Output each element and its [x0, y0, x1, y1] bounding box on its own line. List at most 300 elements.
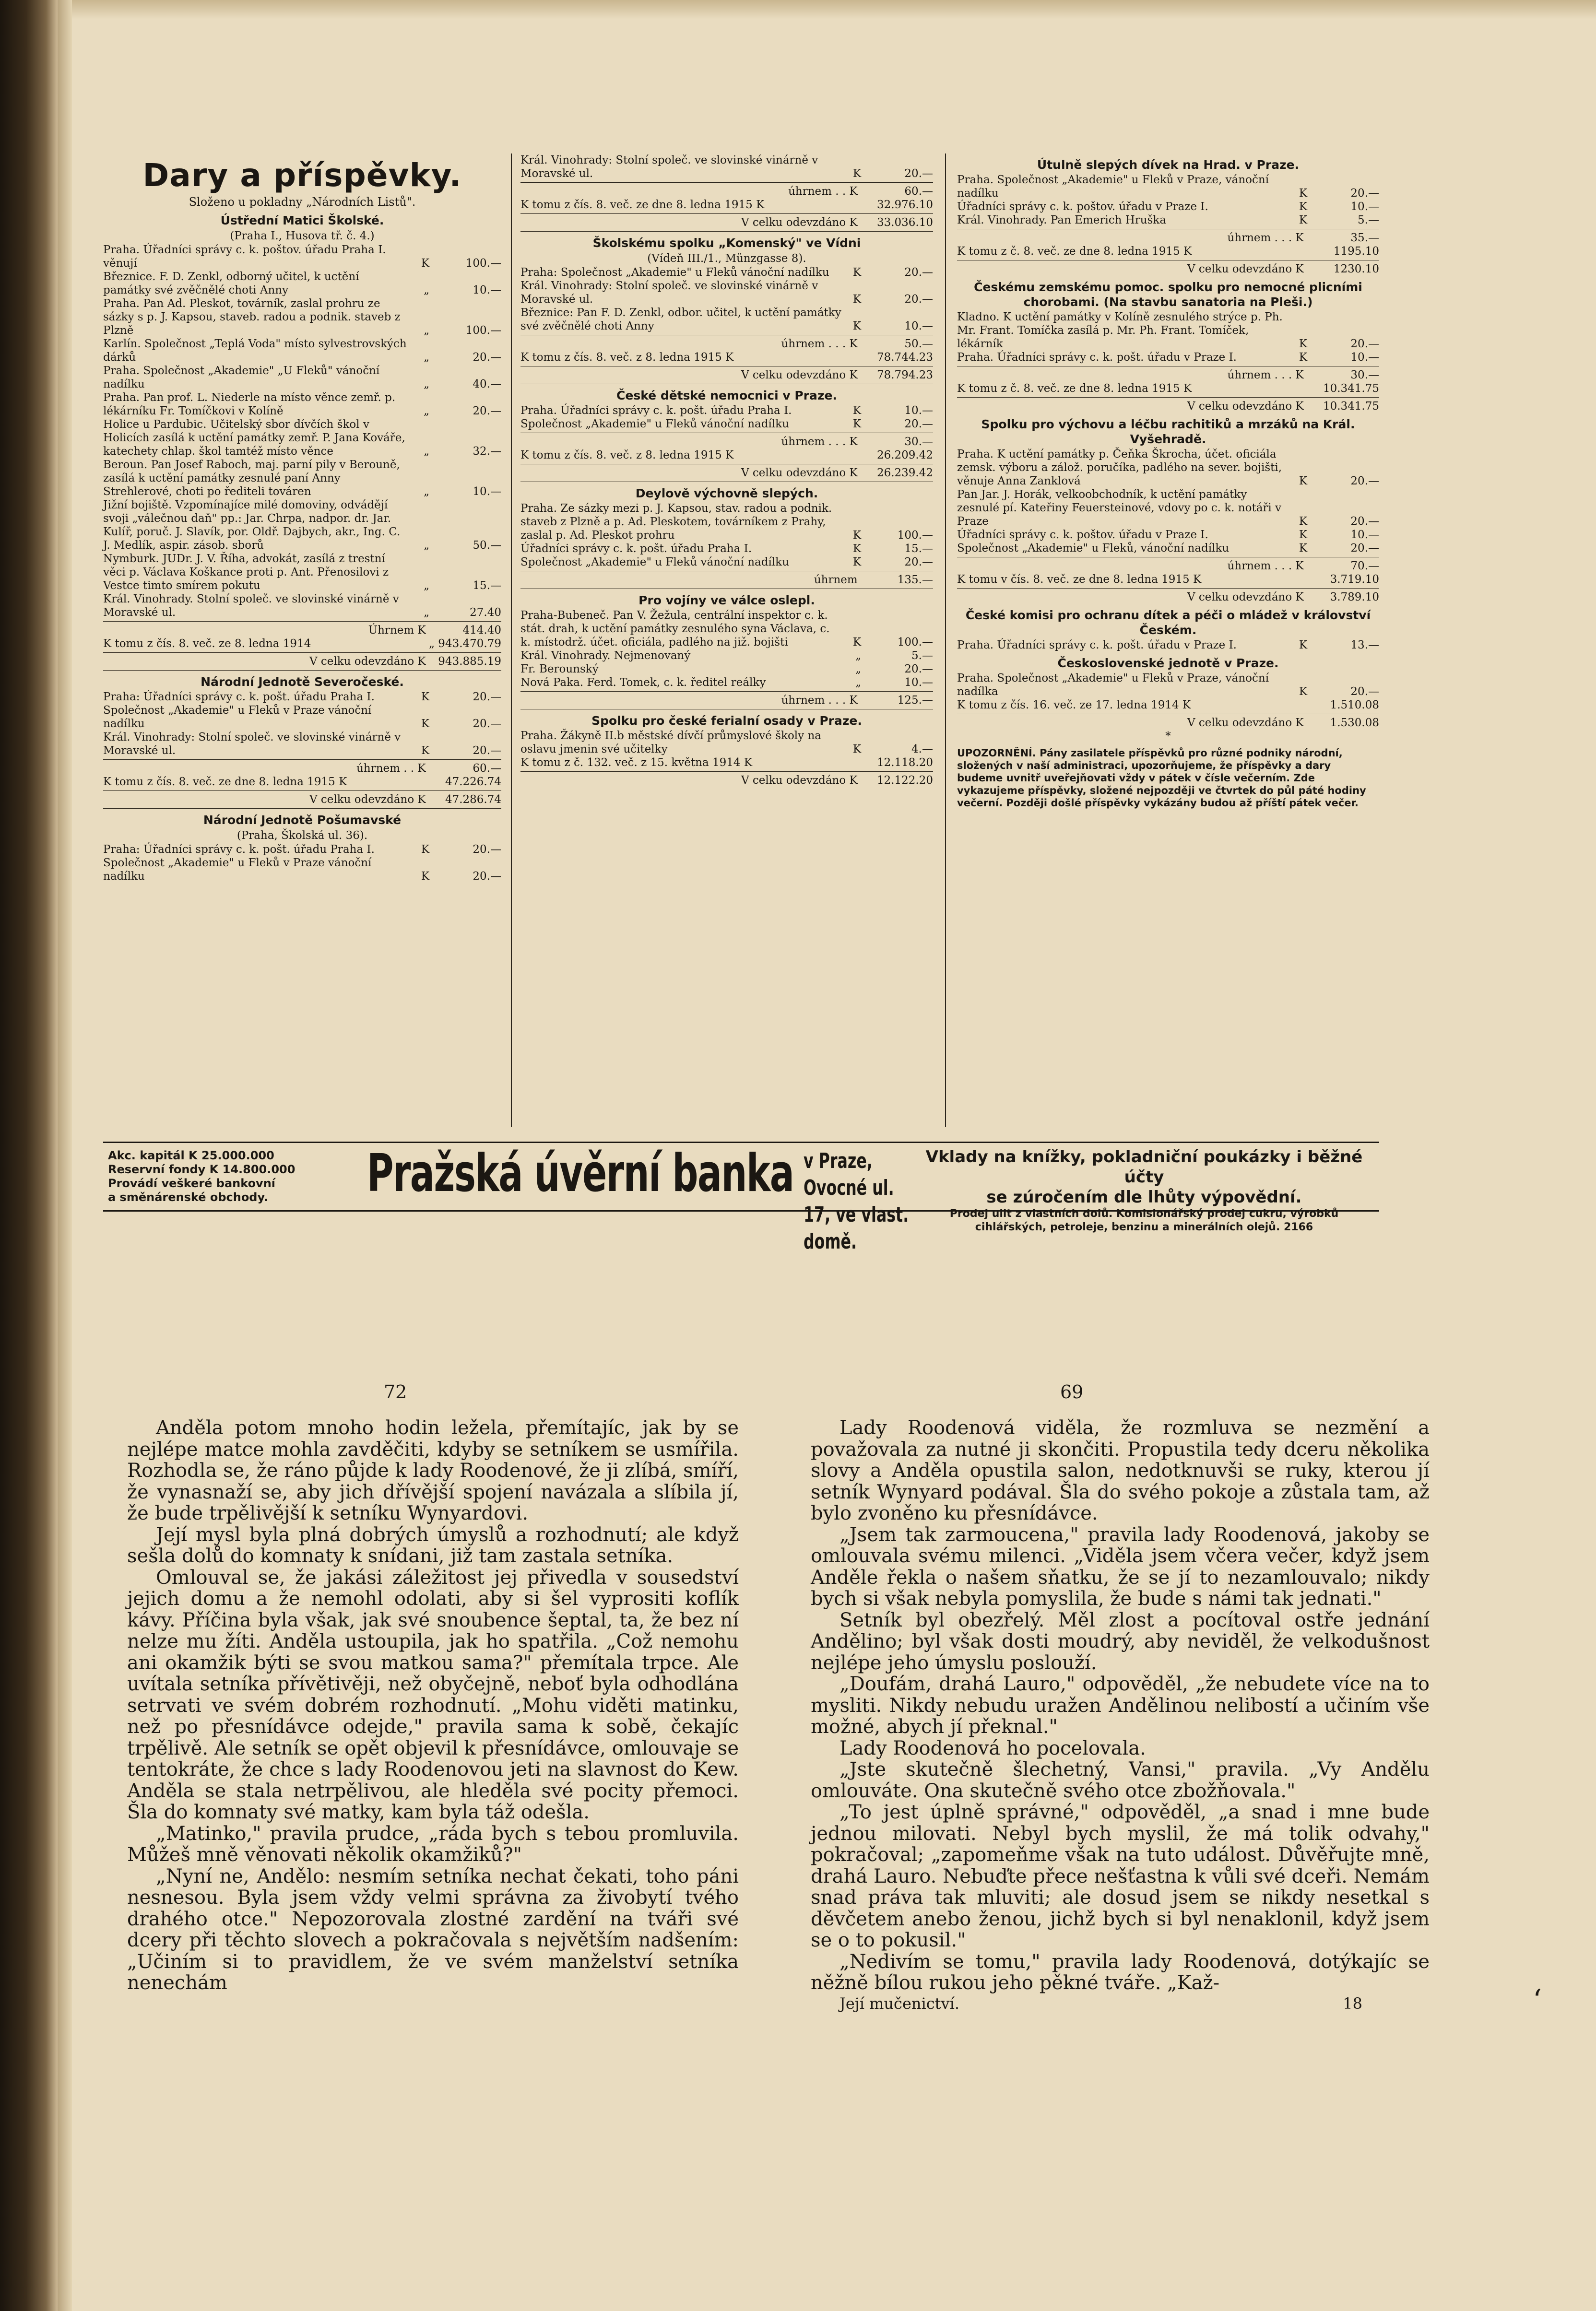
currency-mark: „	[424, 579, 429, 592]
grand-total-row	[520, 216, 933, 229]
footer-title: Její mučenictví.	[839, 1994, 960, 2013]
grand-total-row	[520, 466, 933, 480]
total-row	[520, 337, 933, 351]
donation-amount: 10.—	[1350, 351, 1379, 364]
asterisk-ornament: *	[1165, 730, 1171, 743]
carryover-row	[957, 573, 1379, 586]
entry-list	[520, 153, 933, 180]
currency-mark: K	[421, 718, 429, 730]
total-label: Úhrnem K	[368, 624, 426, 637]
donation-amount: 20.—	[473, 405, 501, 417]
donation-amount: 20.—	[1350, 187, 1379, 200]
currency-mark: K	[421, 257, 429, 270]
donor-text: Král. Vinohrady: Stolní společ. ve slovinské vinárně v Moravské ul.	[520, 280, 818, 306]
paper-edge	[58, 0, 72, 2311]
donation-entry	[520, 266, 933, 279]
donations-column-3	[957, 153, 1379, 809]
story-paragraph: „Jste skutečně šlechetný, Vansi," pravila. „Vy Andělu omlouváte. Ona skutečně svého otce zbožňovala."	[811, 1758, 1430, 1802]
currency-mark: „	[855, 649, 861, 662]
donation-amount: 20.—	[473, 744, 501, 757]
donation-entry	[520, 542, 933, 555]
bank-name: Pražská úvěrní banka	[367, 1144, 794, 1203]
bank-location-line: v Praze, Ovocné ul.	[804, 1149, 894, 1200]
donation-entry	[957, 672, 1379, 698]
currency-mark: K	[1299, 542, 1307, 554]
story-paragraph: „To jest úplně správné," odpověděl, „a snad i mne bude jednou milovati. Nebyl bych myslil, že má tolik odvahy," pokračoval; „zapomeňme však na tuto událost. Důvěřujte mně, drahá Lauro. Nebuďte přece nešťastna k vůli své dceři. Nemám snad práva tak mluviti; ale dosud jsem se nikdy nesetkal s děvčetem anebo ženou, jichž bych si byl nenaklonil, když jsem se o to pokusil."	[811, 1801, 1430, 1951]
carryover-label: K tomu z č. 8. več. ze dne 8. ledna 1915 K	[957, 382, 1192, 395]
currency-mark: K	[1299, 214, 1307, 226]
ad-services-detail: Prodej ulit z vlastních dolů. Komisionářský prodej cukru, výrobků	[949, 1208, 1339, 1220]
section-title: Útulně slepých dívek na Hrad. v Praze.	[1037, 158, 1300, 172]
ad-left-line: Provádí veškeré bankovní	[108, 1177, 276, 1190]
donation-entry	[103, 690, 501, 704]
total-row	[520, 694, 933, 707]
donation-entry	[520, 676, 933, 689]
currency-mark: K	[1299, 475, 1307, 487]
donation-entry	[957, 542, 1379, 555]
donation-amount: 20.—	[473, 351, 501, 364]
divider	[520, 213, 933, 214]
donation-entry	[103, 391, 501, 418]
donor-text: Praha. Pan Ad. Pleskot, továrník, zaslal prohru ze sázky s p. J. Kapsou, staveb. radou a podnik. staveb z Plzně	[103, 297, 401, 337]
page-number-right: 69	[1060, 1381, 1084, 1403]
currency-mark: „	[424, 351, 429, 364]
section-title: Deylově výchovně slepých.	[635, 486, 818, 500]
donation-amount: 100.—	[897, 529, 933, 542]
currency-mark: K	[852, 320, 861, 332]
total-value: 135.—	[897, 574, 933, 586]
notice-text: UPOZORNĚNÍ. Pány zasilatele příspěvků pro různé podniky národní, složených v naší administraci, upozorňujeme, že příspěvky a dary budeme uvnitř uveřejňovati vždy v pátek v čísle večerním. Zde vykazujeme příspěvky, složené nejpozději ve čtvrtek do půl páté hodiny večerní. Později došlé příspěvky vykázány budou až příští pátek večer.	[957, 747, 1366, 809]
divider	[957, 397, 1379, 398]
donation-entry	[957, 351, 1379, 364]
total-row	[957, 231, 1379, 245]
masthead: Dary a příspěvky.	[142, 157, 462, 194]
grand-total-label: V celku odevzdáno K	[741, 369, 858, 381]
section-title: Spolku pro výchovu a léčbu rachitiků a mrzáků na Král. Vyšehradě.	[981, 417, 1355, 446]
carryover-label: K tomu z čís. 16. več. ze 17. ledna 1914 K	[957, 699, 1191, 711]
donation-amount: 5.—	[911, 649, 933, 662]
currency-mark: K	[1299, 515, 1307, 528]
bank-location-line: 17, ve vlast. domě.	[804, 1203, 909, 1254]
carryover-label: K tomu z č. 132. več. z 15. května 1914 K	[520, 756, 753, 769]
grand-total-value: 3.789.10	[1330, 591, 1379, 603]
grand-total-value: 12.122.20	[876, 774, 933, 787]
ad-services-headline: se zúročením dle lhůty výpovědní.	[986, 1188, 1302, 1207]
donation-entry	[520, 555, 933, 569]
grand-total-label: V celku odevzdáno K	[741, 774, 858, 787]
total-value: 414.40	[462, 624, 501, 637]
entry-list	[957, 173, 1379, 227]
currency-mark: K	[421, 843, 429, 856]
section-title: Národní Jednotě Severočeské.	[201, 675, 404, 689]
carryover-value: 47.226.74	[445, 776, 501, 788]
donation-amount: 20.—	[904, 556, 933, 568]
ad-left-line: Reservní fondy K 14.800.000	[108, 1163, 296, 1176]
currency-mark: „	[424, 606, 429, 619]
carryover-label: K tomu z čís. 8. več. z 8. ledna 1915 K	[520, 351, 734, 364]
donation-entry	[103, 552, 501, 592]
total-row	[520, 185, 933, 198]
story-right-column	[811, 1417, 1430, 2013]
story-paragraph: „Doufám, drahá Lauro," odpověděl, „že nebudete více na to mysliti. Nikdy nebudu uražen Andělinou nelibostí a učiním vše možné, abych jí překnal."	[811, 1673, 1430, 1738]
donation-amount: 5.—	[1358, 214, 1379, 226]
donor-text: Král. Vinohrady: Stolní společ. ve slovinské vinárně v Moravské ul.	[103, 731, 401, 757]
ad-left-line: a směnárenské obchody.	[108, 1191, 269, 1204]
total-label: úhrnem . . K	[356, 762, 426, 775]
story-paragraph: „Nedivím se tomu," pravila lady Roodenová, dotýkajíc se něžně bílou rukou jeho pěkné tváře. „Kaž-	[811, 1950, 1430, 1994]
divider	[103, 621, 501, 622]
donation-amount: 10.—	[904, 320, 933, 332]
total-label: úhrnem . . . K	[781, 694, 858, 707]
donor-text: Král. Vinohrady. Pan Emerich Hruška	[957, 214, 1167, 226]
currency-mark: „	[855, 676, 861, 689]
grand-total-value: 10.341.75	[1323, 400, 1379, 413]
section-address: (Praha, Školská ul. 36).	[236, 829, 368, 842]
carryover-row	[520, 448, 933, 462]
total-row	[520, 573, 933, 587]
section-title: Školskému spolku „Komenský" ve Vídni	[592, 236, 861, 250]
story-paragraph: „Nyní ne, Andělo: nesmím setníka nechat čekati, toho páni nesnesou. Byla jsem vždy velmi správna za živobytí tvého drahého otce." Nepozorovala zlostné zardění na tváři své dcery při těchto slovech a pokračovala s největším nadšením: „Učiním si to pravidlem, že ve svém manželství setníka nenechám	[127, 1865, 739, 1994]
donor-text: Holice u Pardubic. Učitelský sbor dívčích škol v Holicích zasílá k uctění památky zemř. P. Jana Kováře, katechety chlap. škol tamtéž místo věnce	[103, 418, 405, 458]
grand-total-label: V celku odevzdáno K	[741, 216, 858, 229]
total-label: úhrnem . . . K	[781, 436, 858, 448]
currency-mark: K	[421, 691, 429, 703]
donor-text: Praha. Společnost „Akademie" u Fleků v Praze, vánoční nadílku	[957, 174, 1269, 200]
donor-text: Společnost „Akademie" u Fleků, vánoční nadílku	[957, 542, 1230, 554]
grand-total-label: V celku odevzdáno K	[1187, 263, 1304, 275]
total-label: úhrnem . . . K	[1227, 560, 1304, 572]
story-paragraph: Lady Roodenová ho pocelovala.	[839, 1737, 1146, 1759]
donation-entry	[103, 297, 501, 337]
donation-entry	[520, 404, 933, 417]
section-title: České dětské nemocnici v Praze.	[616, 389, 837, 402]
currency-mark: K	[1299, 639, 1307, 651]
grand-total-value: 78.794.23	[876, 369, 933, 381]
donation-entry	[103, 498, 501, 552]
total-row	[103, 624, 501, 637]
grand-total-value: 33.036.10	[876, 216, 933, 229]
donor-text: Praha. K uctění památky p. Čeňka Škrocha, účet. oficiála zemsk. výboru a zálož. poručíka, padlého na sever. bojišti, věnuje Anna Zanklová	[957, 448, 1282, 487]
subtitle: Složeno u pokladny „Národních Listů".	[189, 195, 416, 209]
divider	[103, 790, 501, 791]
donor-text: Praha-Bubeneč. Pan V. Žežula, centrální inspektor c. k. stát. drah, k uctění památky zesnulého syna Václava, c. k. místodrž. účet. oficiála, padlého na již. bojišti	[520, 609, 830, 648]
entry-list	[957, 310, 1379, 364]
currency-mark: K	[421, 744, 429, 757]
entry-list	[520, 266, 933, 333]
carryover-row	[957, 245, 1379, 258]
currency-mark: K	[421, 870, 429, 883]
divider	[103, 808, 501, 809]
carryover-value: 26.209.42	[876, 449, 933, 461]
donation-entry	[103, 458, 501, 498]
total-label: úhrnem . . . K	[781, 338, 858, 350]
currency-mark: „	[855, 663, 861, 675]
carryover-row	[520, 198, 933, 212]
currency-mark: „	[424, 378, 429, 390]
donation-amount: 15.—	[904, 542, 933, 555]
story-paragraph: Omlouval se, že jakási záležitost jej přivedla v sousedství jejich domu a že nemohl odolati, aby si šel vyprositi koflík kávy. Příčina byla však, jak své snoubence šeptal, ta, že bez ní nelze mu žíti. Anděla ustoupila, jak ho spatřila. „Což nemohu ani okamžik býti se svou matkou sama?" přemítala trpce. Ale uvítala setníka přívětivěji, než obyčejně, neboť byla odhodlána setrvati ve svém dobrém rozhodnutí. „Mohu viděti matinku, než po přesnídávce odejde," pravila sama k sobě, čekajíc trpělivě. Ale setník se opět objevil k přesnídávce, omlouvaje se tentokráte, že chce s lady Roodenovou jeti na slavnost do Kew. Anděla se stala netrpělivou, ale hleděla své pocity přemoci. Šla do komnaty své matky, kam byla táž odešla.	[127, 1566, 739, 1823]
carryover-value: 1.510.08	[1330, 699, 1379, 711]
carryover-label: K tomu z čís. 8. več. ze dne 8. ledna 1915 K	[520, 199, 765, 211]
story-left-column	[127, 1417, 739, 1994]
carryover-value: 78.744.23	[876, 351, 933, 364]
donor-text: Praha. Pan prof. L. Niederle na místo věnce zemř. p. lékárníku Fr. Tomíčkovi v Kolíně	[103, 391, 396, 417]
grand-total-value: 1230.10	[1333, 263, 1379, 275]
donor-text: Pan Jar. J. Horák, velkoobchodník, k uctění památky zesnulé pí. Kateřiny Feuersteinové, vdovy po c. k. notáři v Praze	[957, 488, 1282, 528]
ad-services	[909, 1147, 1379, 1234]
donation-amount: 20.—	[904, 167, 933, 180]
donation-entry	[957, 310, 1379, 351]
currency-mark: K	[852, 743, 861, 755]
grand-total-value: 1.530.08	[1330, 717, 1379, 729]
donor-text: Jižní bojiště. Vzpomínajíce milé domoviny, odvádějí svoji „válečnou daň" pp.: Jar. Chrpa, nadpor. dr. Jar. Kulíř, poruč. J. Slavík, por. Oldř. Dajbych, akr., Ing. C. J. Medlík, aspir. zásob. sborů	[103, 499, 401, 552]
carryover-label: K tomu z čís. 8. več. z 8. ledna 1915 K	[520, 449, 734, 461]
donation-amount: 20.—	[1350, 475, 1379, 487]
donations-column-2	[520, 153, 933, 787]
grand-total-row	[520, 368, 933, 382]
paper-top-edge	[72, 0, 1596, 19]
donor-text: Praha: Úřadníci správy c. k. pošt. úřadu Praha I.	[103, 691, 375, 703]
story-paragraph: Lady Roodenová viděla, že rozmluva se nezmění a považovala za nutné ji skončiti. Propustila tedy dceru několika slovy a Anděla opustila salon, nedotknuvši se ruky, kterou jí setník Wynyard podával. Šla do svého pokoje a zůstala tam, až bylo zvoněno ku přesnídávce.	[811, 1417, 1430, 1524]
total-value: 50.—	[904, 338, 933, 350]
donor-text: Společnost „Akademie" u Fleků v Praze vánoční nadílku	[103, 704, 372, 730]
carryover-row	[520, 756, 933, 769]
carryover-value: 3.719.10	[1330, 573, 1379, 586]
donor-text: Praha. Úřadníci správy c. k. poštov. úřadu Praha I. věnují	[103, 244, 386, 270]
donation-entry	[957, 528, 1379, 542]
donation-amount: 20.—	[473, 718, 501, 730]
donation-amount: 20.—	[904, 663, 933, 675]
ad-services-detail: cihlářských, petroleje, benzinu a minerálních olejů. 2166	[975, 1221, 1313, 1233]
entry-list	[957, 448, 1379, 555]
donation-amount: 20.—	[473, 870, 501, 883]
total-label: úhrnem	[814, 574, 858, 586]
newspaper-clipping	[103, 139, 1379, 1137]
total-value: 70.—	[1350, 560, 1379, 572]
carryover-row	[957, 698, 1379, 712]
donation-amount: 15.—	[473, 579, 501, 592]
donation-entry	[103, 364, 501, 391]
currency-mark: K	[852, 636, 861, 648]
carryover-value: „ 943.470.79	[429, 637, 501, 650]
donor-text: Praha. Ze sázky mezi p. J. Kapsou, stav. radou a podnik. staveb z Plzně a p. Ad. Pleskotem, továrníkem z Prahy, zaslal p. Ad. Pleskot prohru	[520, 502, 832, 542]
donor-text: Praha: Úřadníci správy c. k. pošt. úřadu Praha I.	[103, 843, 375, 856]
grand-total-row	[957, 716, 1379, 730]
donation-amount: 4.—	[911, 743, 933, 755]
page-number-left: 72	[384, 1381, 407, 1403]
donation-amount: 20.—	[1350, 515, 1379, 528]
story-paragraph: „Jsem tak zarmoucena," pravila lady Roodenová, jakoby se omlouvala svému milenci. „Viděla jsem včera večer, když jsem Anděle řekla o našem sňatku, že se jí to nezamlouvalo; nikdy bych si však nebyla pomyslila, že bude s námi tak jednati."	[811, 1523, 1430, 1610]
grand-total-value: 47.286.74	[445, 793, 501, 806]
donation-amount: 10.—	[473, 485, 501, 498]
donation-entry	[103, 704, 501, 731]
donation-entry	[957, 200, 1379, 213]
donor-text: Úřadníci správy c. k. poštov. úřadu v Praze I.	[957, 529, 1208, 541]
donation-entry	[520, 729, 933, 756]
currency-mark: K	[852, 542, 861, 555]
ad-left-line: Akc. kapitál K 25.000.000	[108, 1149, 274, 1162]
total-value: 60.—	[904, 185, 933, 198]
donor-text: Společnost „Akademie" u Fleků vánoční nadílku	[520, 418, 789, 430]
currency-mark: K	[852, 266, 861, 279]
total-value: 30.—	[1350, 369, 1379, 381]
total-value: 60.—	[473, 762, 501, 775]
donation-amount: 13.—	[1350, 639, 1379, 651]
donor-text: Král. Vinohrady. Stolní společ. ve slovinské vinárně v Moravské ul.	[103, 593, 399, 619]
pencil-mark: ʻ	[1533, 1983, 1542, 2017]
currency-mark: K	[1299, 529, 1307, 541]
section-title: Národní Jednotě Pošumavské	[203, 813, 402, 827]
column-rule	[945, 153, 946, 1127]
donation-entry	[520, 662, 933, 676]
donation-entry	[103, 243, 501, 270]
divider	[103, 759, 501, 760]
carryover-label: K tomu z čís. 8. več. ze dne 8. ledna 1915 K	[103, 776, 347, 788]
divider	[520, 231, 933, 232]
donor-text: Karlín. Společnost „Teplá Voda" místo sylvestrovských dárků	[103, 338, 407, 364]
currency-mark: K	[1299, 200, 1307, 213]
donor-text: Praha. Společnost „Akademie" u Fleků v Praze, vánoční nadílka	[957, 672, 1269, 698]
carryover-value: 10.341.75	[1323, 382, 1379, 395]
donor-text: Společnost „Akademie" u Fleků v Praze vánoční nadílku	[103, 857, 372, 883]
donation-entry	[520, 279, 933, 306]
donation-entry	[520, 609, 933, 649]
donation-entry	[103, 856, 501, 883]
donation-amount: 100.—	[465, 324, 501, 337]
divider	[520, 771, 933, 772]
donor-text: Praha. Úřadníci správy c. k. pošt. úřadu Praha I.	[520, 404, 792, 417]
entry-list	[103, 843, 501, 883]
donor-text: Praha. Úřadníci správy c. k. pošt. úřadu v Praze I.	[957, 639, 1237, 651]
donation-entry	[103, 337, 501, 364]
donation-amount: 10.—	[1350, 200, 1379, 213]
donor-text: Úřadníci správy c. k. poštov. úřadu v Praze I.	[957, 200, 1208, 213]
donation-entry	[520, 417, 933, 431]
grand-total-value: 26.239.42	[876, 467, 933, 479]
total-row	[520, 435, 933, 448]
donation-entry	[103, 731, 501, 757]
donation-amount: 20.—	[1350, 338, 1379, 350]
divider	[103, 652, 501, 653]
donor-text: Praha. Žákyně II.b městské dívčí průmyslové školy na oslavu jmenin své učitelky	[520, 730, 821, 755]
divider	[520, 691, 933, 692]
entry-list	[520, 729, 933, 756]
donor-text: Březnice. F. D. Zenkl, odborný učitel, k uctění památky své zvěčnělé choti Anny	[103, 271, 359, 296]
donation-entry	[957, 173, 1379, 200]
currency-mark: K	[1299, 685, 1307, 698]
carryover-label: K tomu z čís. 8. več. ze 8. ledna 1914	[103, 637, 311, 650]
total-row	[103, 762, 501, 775]
carryover-row	[520, 351, 933, 364]
story-paragraph: Setník byl obezřelý. Měl zlost a pocítoval ostře jednání Andělino; byl však dosti moudrý, aby neviděl, že velkodušnost nejlépe jeho úmyslu poslouží.	[811, 1609, 1430, 1674]
grand-total-label: V celku odevzdáno K	[1187, 400, 1304, 413]
grand-total-label: V celku odevzdáno K	[741, 467, 858, 479]
grand-total-label: V celku odevzdáno K	[309, 655, 426, 668]
donation-amount: 20.—	[904, 293, 933, 306]
donor-text: Společnost „Akademie" u Fleků vánoční nadílku	[520, 556, 789, 568]
footer-signature-number: 18	[1343, 1994, 1362, 2013]
column-rule	[511, 153, 512, 1127]
donor-text: Nymburk. JUDr. J. V. Říha, advokát, zasílá z trestní věci p. Václava Koškance proti p. Ant. Přenosilovi z Vestce timto smírem pokutu	[103, 553, 389, 592]
donation-entry	[957, 488, 1379, 528]
page-footer	[811, 1994, 1430, 2013]
donation-amount: 10.—	[904, 404, 933, 417]
ad-services-headline: Vklady na knížky, pokladniční poukázky i běžné účty	[925, 1147, 1363, 1187]
carryover-row	[957, 382, 1379, 395]
total-row	[957, 368, 1379, 382]
donation-amount: 20.—	[1350, 685, 1379, 698]
currency-mark: „	[424, 324, 429, 337]
donation-amount: 10.—	[904, 676, 933, 689]
grand-total-label: V celku odevzdáno K	[1187, 591, 1304, 603]
currency-mark: K	[852, 556, 861, 568]
carryover-value: 12.118.20	[876, 756, 933, 769]
donation-entry	[520, 153, 933, 180]
section-title: Českému zemskému pomoc. spolku pro nemocné plicními chorobami. (Na stavbu sanatoria na Pleši.)	[974, 280, 1362, 309]
currency-mark: K	[852, 418, 861, 430]
donations-column-1	[103, 153, 501, 883]
donor-text: Král. Vinohrady: Stolní společ. ve slovinské vinárně v Moravské ul.	[520, 154, 818, 180]
donation-entry	[103, 270, 501, 297]
donation-entry	[103, 592, 501, 619]
currency-mark: K	[852, 293, 861, 306]
donor-text: Praha: Společnost „Akademie" u Fleků vánoční nadílku	[520, 266, 829, 279]
currency-mark: „	[424, 445, 429, 458]
divider	[103, 670, 501, 671]
grand-total-label: V celku odevzdáno K	[309, 793, 426, 806]
grand-total-row	[520, 774, 933, 787]
currency-mark: „	[424, 485, 429, 498]
entry-list	[520, 404, 933, 431]
currency-mark: K	[1299, 351, 1307, 364]
donor-text: Beroun. Pan Josef Raboch, maj. parní pily v Berouně, zasílá k uctění památky zesnulé paní Anny Strehlerové, choti po řediteli továren	[103, 459, 400, 498]
donation-amount: 20.—	[904, 266, 933, 279]
entry-list	[957, 672, 1379, 698]
donor-text: Březnice: Pan F. D. Zenkl, odbor. učitel, k uctění památky své zvěčnělé choti Anny	[520, 307, 841, 332]
donor-text: Kladno. K uctění památky v Kolíně zesnulého strýce p. Ph. Mr. Frant. Tomíčka zasílá p. Mr. Ph. Frant. Tomíček, lékárník	[957, 311, 1283, 350]
donation-entry	[520, 649, 933, 662]
entry-list	[103, 690, 501, 757]
currency-mark: „	[424, 405, 429, 417]
donation-entry	[957, 213, 1379, 227]
total-value: 35.—	[1350, 232, 1379, 244]
donor-text: Úřadníci správy c. k. pošt. úřadu Praha I.	[520, 542, 752, 555]
section-title: Československé jednotě v Praze.	[1057, 656, 1279, 670]
donation-entry	[103, 843, 501, 856]
currency-mark: K	[852, 404, 861, 417]
donation-amount: 10.—	[473, 284, 501, 296]
total-row	[957, 559, 1379, 573]
donor-text: Král. Vinohrady. Nejmenovaný	[520, 649, 691, 662]
donation-entry	[957, 638, 1379, 652]
currency-mark: K	[852, 529, 861, 542]
grand-total-value: 943.885.19	[438, 655, 501, 668]
carryover-row	[103, 775, 501, 789]
donation-entry	[957, 448, 1379, 488]
carryover-label: K tomu z č. 8. več. ze dne 8. ledna 1915 K	[957, 245, 1192, 258]
section-title: České komisi pro ochranu dítek a péči o mládež v království Českém.	[965, 608, 1371, 637]
total-label: úhrnem . . . K	[1227, 369, 1304, 381]
entry-list	[520, 609, 933, 689]
divider	[520, 182, 933, 183]
grand-total-label: V celku odevzdáno K	[1187, 717, 1304, 729]
grand-total-row	[957, 400, 1379, 413]
donation-amount: 20.—	[1350, 542, 1379, 554]
currency-mark: „	[424, 284, 429, 296]
donation-entry	[103, 418, 501, 458]
currency-mark: K	[852, 167, 861, 180]
grand-total-row	[103, 655, 501, 668]
